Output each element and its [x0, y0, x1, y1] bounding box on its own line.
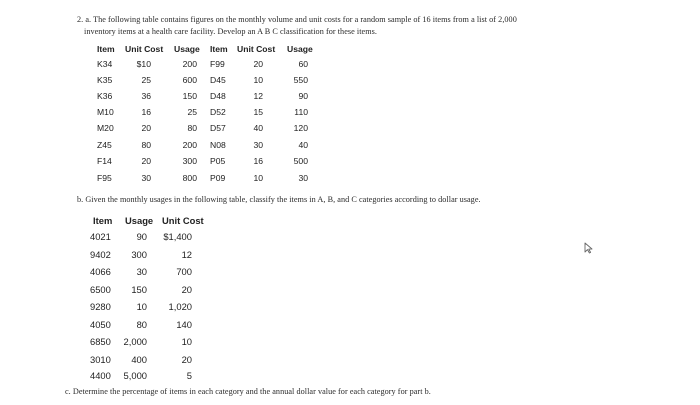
- item-code-left: K34: [97, 59, 113, 69]
- unit-cost-right: 16: [253, 156, 263, 166]
- unit-cost-value: 10: [181, 336, 192, 347]
- usage-value: 5,000: [123, 370, 147, 381]
- item-number: 6500: [90, 284, 111, 295]
- unit-cost-left: $10: [136, 59, 151, 69]
- unit-cost-value: 12: [181, 249, 192, 260]
- item-code-right: P05: [210, 156, 226, 166]
- item-number: 9280: [90, 301, 111, 312]
- item-number: 4066: [90, 266, 111, 277]
- item-code-left: M20: [97, 123, 114, 133]
- usage-value: 400: [131, 354, 147, 365]
- unit-cost-right: 10: [253, 75, 263, 85]
- unit-cost-left: 30: [141, 173, 151, 183]
- usage-left: 600: [182, 75, 197, 85]
- item-code-left: K35: [97, 75, 113, 85]
- question-intro-line-2: inventory items at a health care facility. Develop an A B C classification for these items.: [84, 27, 377, 36]
- unit-cost-value: $1,400: [163, 231, 192, 242]
- item-number: 9402: [90, 249, 111, 260]
- unit-cost-value: 5: [186, 370, 192, 381]
- item-code-left: F95: [97, 173, 112, 183]
- item-code-right: D57: [210, 123, 226, 133]
- unit-cost-right: 10: [253, 173, 263, 183]
- usage-right: 120: [293, 123, 308, 133]
- header-unit-cost-left: Unit Cost: [125, 44, 164, 54]
- item-number: 4021: [90, 231, 111, 242]
- usage-right: 500: [293, 156, 308, 166]
- header-item-right: Item: [210, 44, 228, 54]
- usage-left: 200: [182, 140, 197, 150]
- item-code-right: D48: [210, 91, 226, 101]
- item-code-left: M10: [97, 107, 114, 117]
- usage-right: 110: [294, 107, 308, 117]
- item-code-left: Z45: [97, 140, 112, 150]
- usage-value: 2,000: [123, 336, 147, 347]
- unit-cost-right: 30: [253, 140, 263, 150]
- item-code-left: F14: [97, 156, 112, 166]
- item-number: 3010: [90, 354, 111, 365]
- usage-left: 150: [182, 91, 197, 101]
- unit-cost-right: 20: [253, 59, 263, 69]
- usage-right: 550: [293, 75, 308, 85]
- usage-left: 80: [187, 123, 197, 133]
- question-part-b: b. Given the monthly usages in the following table, classify the items in A, B, and C categories according to dollar usage.: [77, 195, 481, 204]
- header-item-left: Item: [97, 44, 115, 54]
- usage-left: 200: [182, 59, 197, 69]
- item-code-left: K36: [97, 91, 113, 101]
- unit-cost-value: 1,020: [168, 301, 192, 312]
- item-code-right: F99: [210, 59, 225, 69]
- header-usage: Usage: [125, 215, 154, 226]
- usage-value: 150: [131, 284, 147, 295]
- usage-value: 300: [131, 249, 147, 260]
- unit-cost-value: 20: [181, 284, 192, 295]
- usage-right: 60: [298, 59, 308, 69]
- unit-cost-left: 20: [141, 123, 151, 133]
- unit-cost-right: 40: [253, 123, 263, 133]
- item-number: 4050: [90, 319, 111, 330]
- usage-value: 30: [136, 266, 147, 277]
- usage-value: 10: [136, 301, 147, 312]
- header-unit-cost-right: Unit Cost: [237, 44, 276, 54]
- unit-cost-value: 20: [181, 354, 192, 365]
- unit-cost-right: 12: [253, 91, 263, 101]
- unit-cost-value: 140: [176, 319, 192, 330]
- usage-left: 800: [182, 173, 197, 183]
- item-number: 6850: [90, 336, 111, 347]
- header-usage-right: Usage: [287, 44, 313, 54]
- unit-cost-right: 15: [253, 107, 263, 117]
- question-intro-line-1: 2. a. The following table contains figures on the monthly volume and unit costs for a random sample of 16 items from a list of 2,000: [77, 15, 517, 24]
- question-part-c: c. Determine the percentage of items in each category and the annual dollar value for each category for part b.: [65, 387, 431, 396]
- usage-right: 90: [298, 91, 308, 101]
- unit-cost-left: 20: [141, 156, 151, 166]
- item-number: 4400: [90, 370, 111, 381]
- header-unit-cost: Unit Cost: [162, 215, 204, 226]
- mouse-cursor-icon: [583, 242, 595, 254]
- item-code-right: N08: [210, 140, 226, 150]
- item-code-right: P09: [210, 173, 226, 183]
- usage-left: 25: [187, 107, 197, 117]
- header-usage-left: Usage: [174, 44, 200, 54]
- usage-right: 30: [298, 173, 308, 183]
- item-code-right: D45: [210, 75, 226, 85]
- unit-cost-left: 25: [141, 75, 151, 85]
- unit-cost-value: 700: [176, 266, 192, 277]
- usage-value: 90: [136, 231, 147, 242]
- header-item: Item: [93, 215, 113, 226]
- usage-left: 300: [182, 156, 197, 166]
- unit-cost-left: 80: [141, 140, 151, 150]
- item-code-right: D52: [210, 107, 226, 117]
- unit-cost-left: 16: [141, 107, 151, 117]
- usage-right: 40: [298, 140, 308, 150]
- unit-cost-left: 36: [141, 91, 151, 101]
- usage-value: 80: [136, 319, 147, 330]
